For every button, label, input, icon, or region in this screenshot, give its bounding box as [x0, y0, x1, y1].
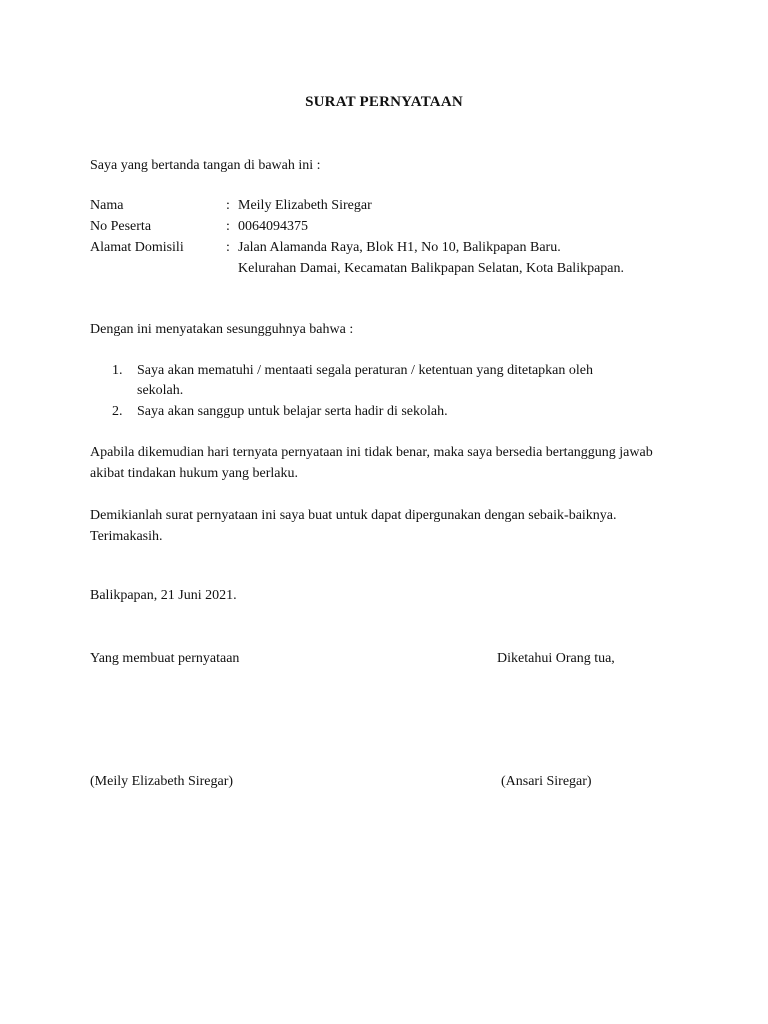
- statement-intro: Dengan ini menyatakan sesungguhnya bahwa :: [90, 322, 354, 337]
- paragraph-consequence: Apabila dikemudian hari ternyata pernyataan ini tidak benar, maka saya bersedia bertanggung jawab akibat tindakan hukum yang berlaku.: [90, 445, 653, 481]
- signer-left-label: Yang membuat pernyataan: [90, 651, 240, 666]
- list-number-2: 2.: [112, 404, 123, 419]
- place-date: Balikpapan, 21 Juni 2021.: [90, 588, 237, 603]
- paragraph-closing: Demikianlah surat pernyataan ini saya buat untuk dapat dipergunakan dengan sebaik-baiknya. Terimakasih.: [90, 508, 617, 544]
- field-participant-number-label: No Peserta: [90, 219, 152, 234]
- field-name-value: Meily Elizabeth Siregar: [238, 198, 372, 213]
- signer-right-label: Diketahui Orang tua,: [497, 651, 615, 666]
- field-name-colon: :: [226, 198, 230, 213]
- list-item-2: Saya akan sanggup untuk belajar serta hadir di sekolah.: [137, 404, 448, 419]
- address-line-2: Kelurahan Damai, Kecamatan Balikpapan Selatan, Kota Balikpapan.: [238, 261, 625, 276]
- document-title: SURAT PERNYATAAN: [305, 94, 463, 110]
- field-address-value: Jalan Alamanda Raya, Blok H1, No 10, Balikpapan Baru.: [238, 240, 561, 255]
- field-address-label: Alamat Domisili: [90, 240, 184, 255]
- field-participant-number-value: 0064094375: [238, 219, 308, 234]
- field-name-label: Nama: [90, 198, 124, 213]
- field-address-colon: :: [226, 240, 230, 255]
- intro-text: Saya yang bertanda tangan di bawah ini :: [90, 158, 321, 173]
- signer-left-name: (Meily Elizabeth Siregar): [90, 774, 234, 789]
- field-participant-number-colon: :: [226, 219, 230, 234]
- list-number-1: 1.: [112, 363, 123, 378]
- signer-right-name: (Ansari Siregar): [501, 774, 592, 789]
- list-item-1: Saya akan mematuhi / mentaati segala peraturan / ketentuan yang ditetapkan oleh sekolah.: [137, 363, 593, 398]
